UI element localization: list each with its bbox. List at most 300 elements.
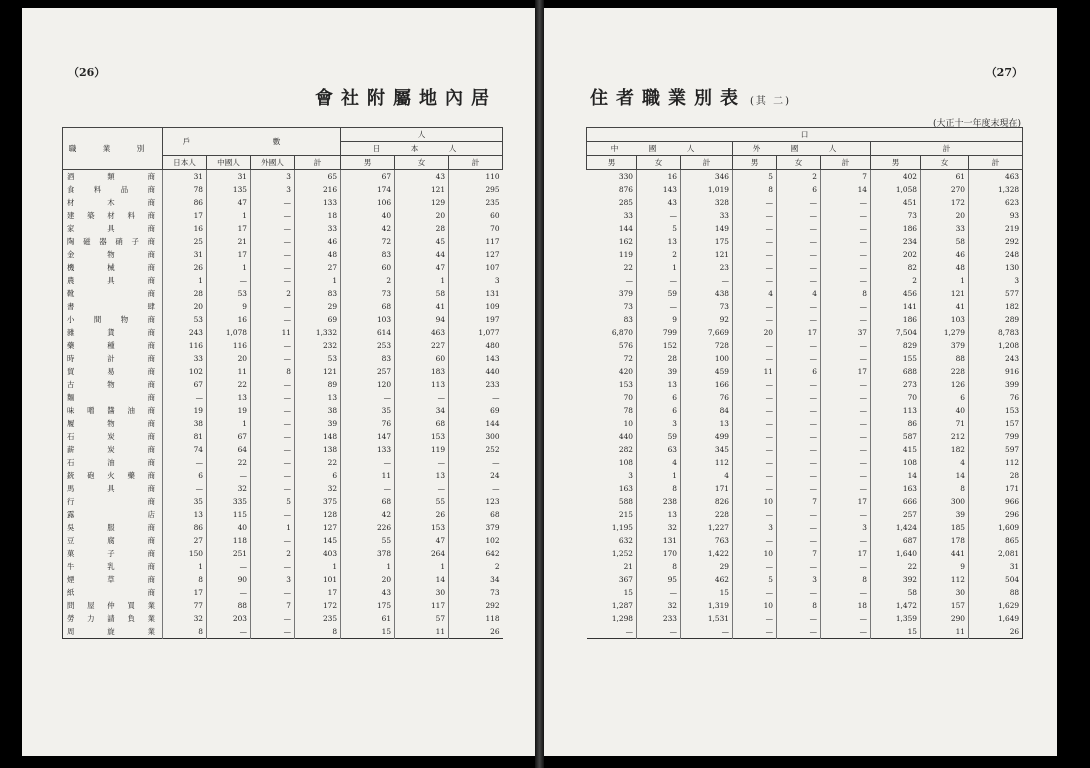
cell-all-male: 113 [871, 404, 921, 417]
cell-households-foreign: 5 [251, 495, 295, 508]
cell-japanese-male: 253 [341, 339, 395, 352]
cell-japanese-female: 26 [395, 508, 449, 521]
table-row [587, 508, 1023, 521]
table-row [587, 352, 1023, 365]
cell-foreign-male: — [733, 391, 777, 404]
cell-chinese-male: 119 [618, 249, 633, 259]
cell-japanese-female: 28 [395, 222, 449, 235]
cell-japanese-female: 47 [395, 534, 449, 547]
cell-households-chinese: 251 [207, 547, 251, 560]
cell-category: 露店 [67, 509, 156, 519]
cell-all-female: 48 [921, 261, 969, 274]
cell-all-total: 597 [969, 443, 1023, 456]
cell-households-total: 27 [295, 261, 341, 274]
cell-households-chinese: 22 [207, 456, 251, 469]
cell-households-japanese: 1 [163, 560, 207, 573]
cell-japanese-total: 3 [449, 274, 503, 287]
cell-households-japanese: 102 [163, 365, 207, 378]
table-row [63, 612, 503, 625]
cell-foreign-total: — [821, 339, 871, 352]
cell-all-total: 799 [969, 430, 1023, 443]
cell-all-total: 296 [969, 508, 1023, 521]
cell-chinese-female: 170 [637, 547, 681, 560]
cell-chinese-total: 149 [681, 222, 733, 235]
cell-chinese-male: 162 [618, 236, 633, 246]
cell-foreign-female: — [777, 235, 821, 248]
cell-all-male: 1,058 [871, 183, 921, 196]
cell-japanese-male: 61 [341, 612, 395, 625]
cell-japanese-total: 131 [449, 287, 503, 300]
table-row [587, 586, 1023, 599]
cell-japanese-male: 2 [341, 274, 395, 287]
cell-all-female: 88 [921, 352, 969, 365]
cell-chinese-female: 59 [637, 287, 681, 300]
cell-japanese-female: 1 [395, 560, 449, 573]
cell-japanese-total: 480 [449, 339, 503, 352]
cell-households-chinese: — [207, 274, 251, 287]
cell-all-male: 202 [871, 248, 921, 261]
table-row [63, 300, 503, 313]
cell-all-female: 61 [921, 170, 969, 184]
cell-households-chinese: 115 [207, 508, 251, 521]
cell-households-total: 46 [295, 235, 341, 248]
cell-foreign-male: 4 [733, 287, 777, 300]
cell-category: 農具商 [67, 275, 156, 285]
cell-foreign-female: — [777, 417, 821, 430]
cell-foreign-female: — [777, 443, 821, 456]
cell-chinese-male: 282 [618, 444, 633, 454]
cell-households-japanese: 17 [163, 209, 207, 222]
cell-chinese-female: 9 [637, 313, 681, 326]
cell-foreign-female: — [777, 222, 821, 235]
right-title-text: 住者職業別表 [590, 88, 746, 109]
table-row [63, 417, 503, 430]
cell-all-total: 463 [969, 170, 1023, 184]
cell-all-female: 185 [921, 521, 969, 534]
cell-japanese-total: 107 [449, 261, 503, 274]
cell-category: 貿易商 [67, 366, 156, 376]
table-row [63, 378, 503, 391]
cell-all-female: 20 [921, 209, 969, 222]
cell-households-foreign: 1 [251, 521, 295, 534]
cell-all-female: 300 [921, 495, 969, 508]
cell-chinese-total: 15 [681, 586, 733, 599]
cell-all-total: 171 [969, 482, 1023, 495]
cell-all-total: 504 [969, 573, 1023, 586]
cell-foreign-male: — [733, 313, 777, 326]
cell-households-foreign: — [251, 300, 295, 313]
cell-households-total: 1 [295, 274, 341, 287]
cell-japanese-total: 118 [449, 612, 503, 625]
cell-foreign-male: — [733, 417, 777, 430]
cell-japanese-male: 614 [341, 326, 395, 339]
cell-category: 薪炭商 [67, 444, 156, 454]
table-row [63, 365, 503, 378]
table-row [587, 404, 1023, 417]
table-row [587, 170, 1023, 184]
cell-chinese-total: 826 [681, 495, 733, 508]
cell-japanese-total: 143 [449, 352, 503, 365]
cell-chinese-total: 328 [681, 196, 733, 209]
table-row [587, 391, 1023, 404]
cell-category: 煙草商 [67, 574, 156, 584]
cell-all-female: 40 [921, 404, 969, 417]
cell-chinese-total: 171 [681, 482, 733, 495]
cell-foreign-male: — [733, 456, 777, 469]
cell-foreign-total: 8 [821, 573, 871, 586]
cell-chinese-female: — [637, 586, 681, 599]
cell-foreign-male: — [733, 378, 777, 391]
cell-all-male: 15 [871, 625, 921, 639]
cell-households-chinese: 17 [207, 248, 251, 261]
cell-chinese-total: 1,019 [681, 183, 733, 196]
cell-households-chinese: 32 [207, 482, 251, 495]
table-row [63, 508, 503, 521]
cell-all-male: 273 [871, 378, 921, 391]
cell-japanese-male: 106 [341, 196, 395, 209]
cell-chinese-female: 233 [637, 612, 681, 625]
cell-foreign-total: — [821, 222, 871, 235]
cell-households-japanese: 6 [163, 469, 207, 482]
cell-japanese-total: 102 [449, 534, 503, 547]
table-row [63, 274, 503, 287]
table-row [63, 261, 503, 274]
table-row [587, 274, 1023, 287]
cell-households-chinese: 116 [207, 339, 251, 352]
table-row [63, 599, 503, 612]
cell-all-female: 212 [921, 430, 969, 443]
cell-households-japanese: 25 [163, 235, 207, 248]
cell-households-foreign: 3 [251, 183, 295, 196]
cell-foreign-male: — [733, 430, 777, 443]
cell-foreign-total: 3 [821, 521, 871, 534]
cell-households-japanese: 17 [163, 586, 207, 599]
cell-households-foreign: 2 [251, 547, 295, 560]
cell-households-foreign: — [251, 469, 295, 482]
cell-foreign-total: 7 [821, 170, 871, 184]
cell-households-japanese: 26 [163, 261, 207, 274]
cell-households-foreign: — [251, 443, 295, 456]
cell-japanese-female: 45 [395, 235, 449, 248]
cell-japanese-male: 11 [341, 469, 395, 482]
cell-chinese-total: 462 [681, 573, 733, 586]
cell-foreign-male: 5 [733, 573, 777, 586]
cell-all-total: 1,328 [969, 183, 1023, 196]
header-population: 人 [341, 128, 503, 142]
header-col-foreign: 外國人 [251, 156, 295, 170]
cell-households-japanese: 53 [163, 313, 207, 326]
cell-foreign-female: — [777, 404, 821, 417]
cell-japanese-total: 127 [449, 248, 503, 261]
cell-households-total: 13 [295, 391, 341, 404]
cell-chinese-male: 72 [623, 353, 633, 363]
cell-all-total: 182 [969, 300, 1023, 313]
cell-all-male: 587 [871, 430, 921, 443]
cell-households-chinese: 47 [207, 196, 251, 209]
cell-households-foreign: 8 [251, 365, 295, 378]
cell-chinese-total: 33 [681, 209, 733, 222]
cell-chinese-male: 576 [618, 340, 633, 350]
cell-category: 牛乳商 [67, 561, 156, 571]
cell-households-total: 138 [295, 443, 341, 456]
cell-japanese-total: 144 [449, 417, 503, 430]
table-row [587, 521, 1023, 534]
cell-japanese-female: 44 [395, 248, 449, 261]
cell-japanese-female: 183 [395, 365, 449, 378]
cell-japanese-female: 57 [395, 612, 449, 625]
cell-foreign-total: — [821, 534, 871, 547]
cell-all-female: 58 [921, 235, 969, 248]
cell-foreign-female: 7 [777, 547, 821, 560]
cell-foreign-female: — [777, 521, 821, 534]
cell-chinese-female: 95 [637, 573, 681, 586]
cell-chinese-female: — [637, 274, 681, 287]
cell-japanese-total: — [449, 456, 503, 469]
table-row [63, 209, 503, 222]
table-row [587, 287, 1023, 300]
table-row [587, 365, 1023, 378]
cell-all-male: 86 [871, 417, 921, 430]
cell-all-male: 2 [871, 274, 921, 287]
table-row [587, 417, 1023, 430]
table-row [587, 196, 1023, 209]
cell-households-total: 48 [295, 248, 341, 261]
cell-households-japanese: 74 [163, 443, 207, 456]
cell-foreign-female: — [777, 534, 821, 547]
table-row [63, 235, 503, 248]
cell-japanese-female: 58 [395, 287, 449, 300]
cell-all-male: 234 [871, 235, 921, 248]
cell-japanese-female: 119 [395, 443, 449, 456]
cell-households-japanese: 8 [163, 625, 207, 639]
right-table [586, 127, 1023, 639]
cell-foreign-male: — [733, 248, 777, 261]
cell-households-foreign: — [251, 391, 295, 404]
cell-foreign-total: — [821, 443, 871, 456]
cell-foreign-male: — [733, 235, 777, 248]
cell-all-female: 46 [921, 248, 969, 261]
cell-japanese-total: — [449, 482, 503, 495]
cell-households-foreign: 7 [251, 599, 295, 612]
cell-all-total: 243 [969, 352, 1023, 365]
cell-chinese-female: 8 [637, 560, 681, 573]
cell-households-total: 403 [295, 547, 341, 560]
cell-japanese-total: 2 [449, 560, 503, 573]
cell-households-chinese: 11 [207, 365, 251, 378]
cell-japanese-male: 378 [341, 547, 395, 560]
cell-chinese-total: 1,531 [681, 612, 733, 625]
cell-households-chinese: 90 [207, 573, 251, 586]
cell-all-female: 126 [921, 378, 969, 391]
cell-households-foreign: — [251, 313, 295, 326]
cell-all-male: 829 [871, 339, 921, 352]
cell-foreign-female: — [777, 456, 821, 469]
cell-foreign-total: — [821, 508, 871, 521]
cell-households-foreign: — [251, 209, 295, 222]
cell-foreign-female: — [777, 339, 821, 352]
cell-all-female: 112 [921, 573, 969, 586]
cell-all-male: 141 [871, 300, 921, 313]
cell-japanese-total: 68 [449, 508, 503, 521]
cell-households-chinese: 1 [207, 417, 251, 430]
cell-households-chinese: 88 [207, 599, 251, 612]
cell-chinese-total: 1,319 [681, 599, 733, 612]
cell-households-foreign: — [251, 456, 295, 469]
cell-japanese-total: 117 [449, 235, 503, 248]
table-row [587, 235, 1023, 248]
table-row [63, 469, 503, 482]
cell-all-female: 71 [921, 417, 969, 430]
cell-foreign-female: — [777, 196, 821, 209]
cell-all-total: 26 [969, 625, 1023, 639]
cell-households-total: 1 [295, 560, 341, 573]
cell-chinese-total: — [681, 274, 733, 287]
cell-chinese-male: 22 [623, 262, 633, 272]
cell-chinese-female: 131 [637, 534, 681, 547]
cell-japanese-total: 26 [449, 625, 503, 639]
cell-category: 石油商 [67, 457, 156, 467]
cell-japanese-male: 103 [341, 313, 395, 326]
cell-households-foreign: 11 [251, 326, 295, 339]
cell-foreign-male: — [733, 534, 777, 547]
table-row [63, 391, 503, 404]
cell-foreign-female: — [777, 625, 821, 639]
cell-households-total: 89 [295, 378, 341, 391]
cell-japanese-male: 68 [341, 495, 395, 508]
cell-chinese-female: 5 [637, 222, 681, 235]
cell-chinese-female: 59 [637, 430, 681, 443]
cell-category: 豆腐商 [67, 535, 156, 545]
cell-all-total: 31 [969, 560, 1023, 573]
cell-category: 小間物商 [67, 314, 156, 324]
cell-japanese-male: — [341, 391, 395, 404]
cell-households-foreign: — [251, 430, 295, 443]
cell-foreign-female: — [777, 352, 821, 365]
cell-chinese-total: — [681, 625, 733, 639]
cell-households-japanese: 16 [163, 222, 207, 235]
cell-households-chinese: 17 [207, 222, 251, 235]
cell-foreign-male: 11 [733, 365, 777, 378]
cell-foreign-male: — [733, 469, 777, 482]
cell-all-female: 14 [921, 469, 969, 482]
right-page-title [590, 84, 791, 110]
cell-japanese-total: — [449, 391, 503, 404]
header-col-total: 計 [295, 156, 341, 170]
cell-category: 藥種商 [67, 340, 156, 350]
cell-japanese-female: 14 [395, 573, 449, 586]
cell-japanese-total: 34 [449, 573, 503, 586]
cell-foreign-female: 8 [777, 599, 821, 612]
header-jp-sum: 計 [449, 156, 503, 170]
cell-households-chinese: 13 [207, 391, 251, 404]
cell-chinese-male: 330 [618, 171, 633, 181]
cell-households-chinese: 67 [207, 430, 251, 443]
cell-chinese-female: 1 [637, 261, 681, 274]
cell-households-total: 121 [295, 365, 341, 378]
cell-japanese-total: 292 [449, 599, 503, 612]
cell-households-total: 172 [295, 599, 341, 612]
cell-households-chinese: — [207, 469, 251, 482]
cell-japanese-female: — [395, 482, 449, 495]
cell-foreign-total: 37 [821, 326, 871, 339]
cell-japanese-total: 379 [449, 521, 503, 534]
cell-foreign-total: — [821, 209, 871, 222]
cell-foreign-female: 4 [777, 287, 821, 300]
cell-foreign-total: — [821, 612, 871, 625]
cell-all-total: 153 [969, 404, 1023, 417]
cell-chinese-male: 163 [618, 483, 633, 493]
cell-households-japanese: 35 [163, 495, 207, 508]
cell-foreign-total: — [821, 300, 871, 313]
cell-japanese-male: 175 [341, 599, 395, 612]
cell-households-chinese: 20 [207, 352, 251, 365]
header-cn-sum: 計 [681, 156, 733, 170]
cell-japanese-total: 24 [449, 469, 503, 482]
cell-chinese-male: 78 [623, 405, 633, 415]
table-row [587, 326, 1023, 339]
cell-foreign-female: — [777, 469, 821, 482]
cell-households-chinese: 135 [207, 183, 251, 196]
cell-households-foreign: — [251, 222, 295, 235]
cell-all-male: 22 [871, 560, 921, 573]
cell-households-chinese: 19 [207, 404, 251, 417]
cell-japanese-total: 197 [449, 313, 503, 326]
cell-foreign-female: — [777, 430, 821, 443]
cell-category: 食料品商 [67, 184, 156, 194]
cell-japanese-female: 463 [395, 326, 449, 339]
cell-all-total: 76 [969, 391, 1023, 404]
cell-foreign-female: 6 [777, 183, 821, 196]
cell-chinese-male: 1,195 [611, 522, 633, 532]
cell-households-chinese: 1,078 [207, 326, 251, 339]
left-page-number: （26） [68, 66, 106, 79]
cell-all-male: 1,359 [871, 612, 921, 625]
table-row [587, 222, 1023, 235]
cell-foreign-male: 8 [733, 183, 777, 196]
cell-households-total: 375 [295, 495, 341, 508]
header-fr-sum: 計 [821, 156, 871, 170]
cell-foreign-female: — [777, 261, 821, 274]
cell-chinese-male: 108 [618, 457, 633, 467]
cell-households-total: 145 [295, 534, 341, 547]
cell-chinese-total: 175 [681, 235, 733, 248]
cell-chinese-total: 7,669 [681, 326, 733, 339]
cell-households-foreign: — [251, 378, 295, 391]
date-note: (大正十一年度末現在) [932, 119, 1021, 129]
cell-japanese-female: 264 [395, 547, 449, 560]
cell-all-female: 33 [921, 222, 969, 235]
cell-category: 機械商 [67, 262, 156, 272]
cell-foreign-male: — [733, 625, 777, 639]
cell-foreign-total: — [821, 391, 871, 404]
header-chinese: 中 國 人 [587, 142, 733, 156]
cell-all-male: 456 [871, 287, 921, 300]
cell-households-total: 127 [295, 521, 341, 534]
cell-all-female: 270 [921, 183, 969, 196]
cell-all-total: 1,629 [969, 599, 1023, 612]
cell-foreign-male: — [733, 586, 777, 599]
cell-japanese-male: 68 [341, 300, 395, 313]
cell-all-total: 3 [969, 274, 1023, 287]
cell-japanese-male: 120 [341, 378, 395, 391]
cell-all-male: 257 [871, 508, 921, 521]
cell-foreign-female: — [777, 248, 821, 261]
cell-households-foreign: — [251, 261, 295, 274]
cell-chinese-female: 152 [637, 339, 681, 352]
cell-chinese-male: — [625, 275, 633, 285]
cell-foreign-male: 10 [733, 495, 777, 508]
cell-all-female: 8 [921, 482, 969, 495]
